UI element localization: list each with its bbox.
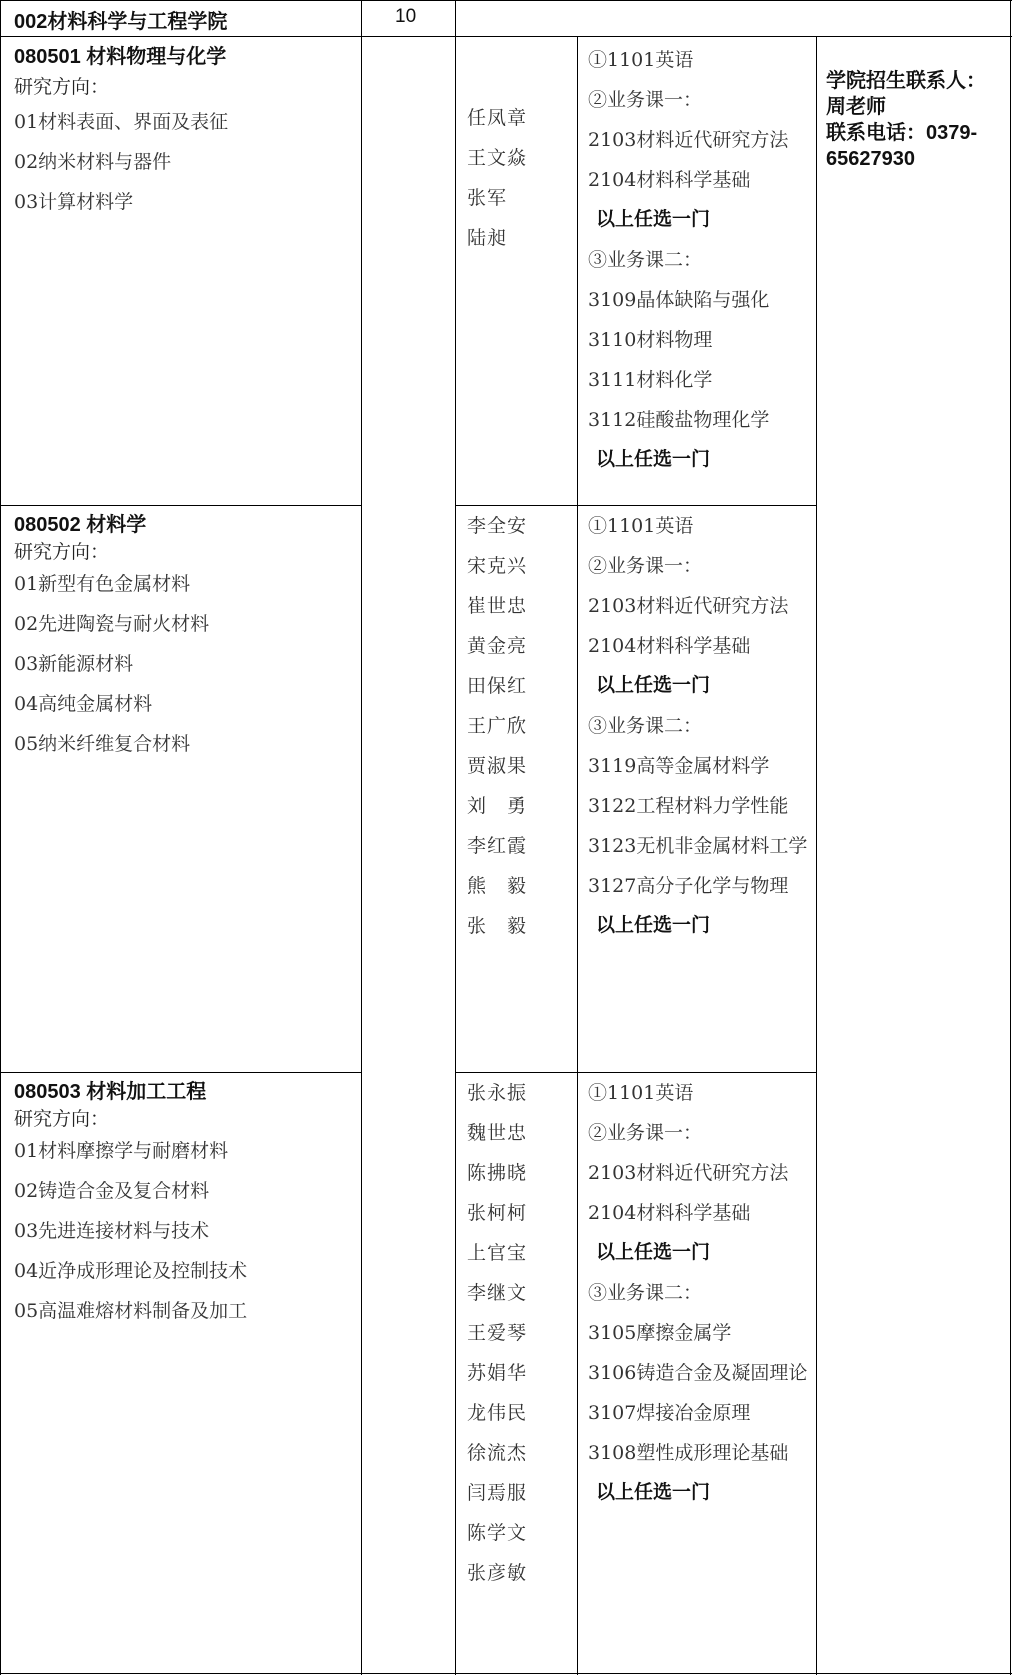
choose-one-note: 以上任选一门 (596, 915, 711, 936)
tutor-list (467, 1073, 527, 1593)
direction-item: 01新型有色金属材料 (14, 573, 191, 595)
exam-item: 2104材料科学基础 (588, 1202, 751, 1224)
exam-item: 3122工程材料力学性能 (588, 795, 789, 817)
phone-number: 0379-65627930 (826, 122, 978, 170)
tutor-name: 闫焉服 (467, 1482, 528, 1504)
exam-item: 2104材料科学基础 (588, 635, 751, 657)
tutor-name: 王爱琴 (467, 1322, 528, 1344)
college-title: 002材料科学与工程学院 (14, 11, 228, 33)
col-border-quota (455, 0, 456, 1675)
choose-one-note: 以上任选一门 (596, 675, 711, 696)
major-cell-080501 (14, 40, 354, 222)
major-title: 080502 材料学 (14, 514, 147, 536)
tutor-name: 魏世忠 (467, 1122, 528, 1144)
exam-item: 3119高等金属材料学 (588, 755, 770, 777)
admissions-contact (826, 68, 1006, 172)
tutor-name: 徐流杰 (467, 1442, 528, 1464)
major-cell-080502 (14, 508, 354, 764)
tutor-name: 王广欣 (467, 715, 528, 737)
tutor-name: 贾淑果 (467, 755, 528, 777)
table-bottom-border (0, 1673, 1012, 1674)
header-row-border (0, 36, 1012, 37)
exam-item: ①1101英语 (588, 515, 694, 537)
exam-item: 3107焊接冶金原理 (588, 1402, 751, 1424)
exam-list (588, 506, 808, 946)
direction-item: 05纳米纤维复合材料 (14, 733, 191, 755)
tutor-name: 龙伟民 (467, 1402, 528, 1424)
exam-item: 3105摩擦金属学 (588, 1322, 732, 1344)
exam-item: 3112硅酸盐物理化学 (588, 409, 770, 431)
tutor-name: 任凤章 (467, 107, 528, 129)
tutor-name: 陈学文 (467, 1522, 528, 1544)
exam-item: ②业务课一： (588, 89, 703, 111)
tutor-name: 张彦敏 (467, 1562, 528, 1584)
contact-label: 学院招生联系人： (826, 70, 986, 92)
direction-item: 02先进陶瓷与耐火材料 (14, 613, 210, 635)
tutor-name: 苏娟华 (467, 1362, 528, 1384)
tutor-name: 王文焱 (467, 147, 528, 169)
direction-list (14, 102, 354, 222)
tutor-name: 李继文 (467, 1282, 528, 1304)
exam-item: 2103材料近代研究方法 (588, 129, 789, 151)
tutor-list (467, 506, 527, 946)
exam-list (588, 1073, 808, 1513)
exam-item: ①1101英语 (588, 49, 694, 71)
col-border-tutor (577, 36, 578, 1675)
direction-item: 03新能源材料 (14, 653, 134, 675)
table-top-border (0, 0, 1012, 1)
choose-one-note: 以上任选一门 (596, 1482, 711, 1503)
col-border-right (1010, 0, 1011, 1675)
tutor-name: 张柯柯 (467, 1202, 528, 1224)
exam-item: 3110材料物理 (588, 329, 713, 351)
direction-list (14, 564, 354, 764)
exam-item: 3111材料化学 (588, 369, 713, 391)
direction-label: 研究方向： (14, 541, 110, 563)
direction-item: 04近净成形理论及控制技术 (14, 1260, 248, 1282)
direction-item: 05高温难熔材料制备及加工 (14, 1300, 248, 1322)
major-cell-080503 (14, 1075, 354, 1331)
tutor-name: 黄金亮 (467, 635, 528, 657)
exam-item: ①1101英语 (588, 1082, 694, 1104)
exam-item: 3108塑性成形理论基础 (588, 1442, 789, 1464)
exam-item: ③业务课二： (588, 715, 703, 737)
tutor-name: 熊 毅 (467, 875, 528, 897)
major-title: 080501 材料物理与化学 (14, 46, 227, 68)
exam-item: 3106铸造合金及凝固理论 (588, 1362, 808, 1384)
direction-item: 04高纯金属材料 (14, 693, 153, 715)
tutor-name: 崔世忠 (467, 595, 528, 617)
choose-one-note: 以上任选一门 (596, 1242, 711, 1263)
col-border-exam (816, 36, 817, 1675)
direction-item: 01材料摩擦学与耐磨材料 (14, 1140, 229, 1162)
tutor-name: 宋克兴 (467, 555, 528, 577)
col-border-left (0, 0, 1, 1675)
enrollment-quota: 10 (395, 6, 417, 27)
direction-label: 研究方向： (14, 1108, 110, 1130)
tutor-name: 张军 (467, 187, 508, 209)
tutor-name: 上官宝 (467, 1242, 528, 1264)
exam-item: 3109晶体缺陷与强化 (588, 289, 770, 311)
direction-item: 03先进连接材料与技术 (14, 1220, 210, 1242)
exam-item: ②业务课一： (588, 1122, 703, 1144)
contact-name: 周老师 (826, 96, 886, 118)
direction-label: 研究方向： (14, 76, 110, 98)
exam-item: ③业务课二： (588, 1282, 703, 1304)
phone-label: 联系电话： (826, 122, 926, 144)
choose-one-note: 以上任选一门 (596, 449, 711, 470)
exam-item: 3123无机非金属材料工学 (588, 835, 808, 857)
choose-one-note: 以上任选一门 (596, 209, 711, 230)
exam-item: ②业务课一： (588, 555, 703, 577)
tutor-name: 陆昶 (467, 227, 508, 249)
tutor-name: 张永振 (467, 1082, 528, 1104)
direction-item: 03计算材料学 (14, 191, 134, 213)
tutor-name: 田保红 (467, 675, 528, 697)
exam-item: 2103材料近代研究方法 (588, 595, 789, 617)
col-border-major (361, 0, 362, 1675)
direction-list (14, 1131, 354, 1331)
tutor-name: 张 毅 (467, 915, 528, 937)
row2-bottom-border-left (0, 1072, 361, 1073)
tutor-name: 李红霞 (467, 835, 528, 857)
exam-item: 2103材料近代研究方法 (588, 1162, 789, 1184)
direction-item: 02纳米材料与器件 (14, 151, 172, 173)
exam-item: ③业务课二： (588, 249, 703, 271)
tutor-name: 陈拂晓 (467, 1162, 528, 1184)
direction-item: 02铸造合金及复合材料 (14, 1180, 210, 1202)
exam-item: 3127高分子化学与物理 (588, 875, 789, 897)
exam-item: 2104材料科学基础 (588, 169, 751, 191)
tutor-name: 李全安 (467, 515, 528, 537)
exam-list (588, 40, 808, 480)
tutor-list (467, 98, 527, 258)
direction-item: 01材料表面、界面及表征 (14, 111, 229, 133)
tutor-name: 刘 勇 (467, 795, 528, 817)
row1-bottom-border-left (0, 505, 361, 506)
major-title: 080503 材料加工工程 (14, 1081, 207, 1103)
